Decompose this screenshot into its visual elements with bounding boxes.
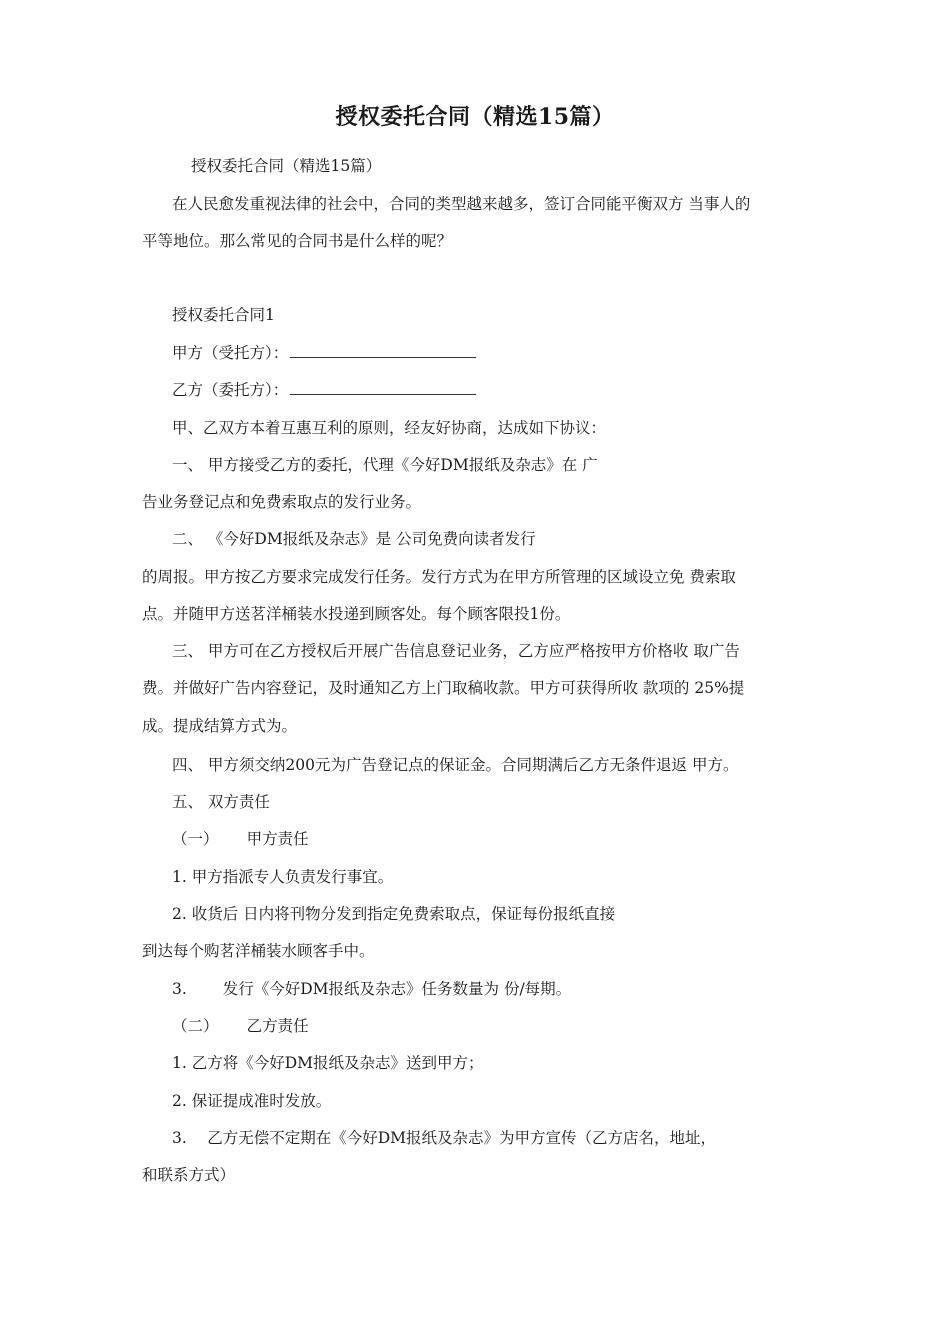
- clause-2-line: 二、 《今好DM报纸及杂志》是 公司免费向读者发行: [172, 530, 536, 548]
- clause-2-line: 的周报。甲方按乙方要求完成发行任务。发行方式为在甲方所管理的区域设立免 费索取: [142, 568, 736, 586]
- sub-section-2-item: 和联系方式）: [142, 1166, 236, 1184]
- document-title: 授权委托合同（精选15篇）: [335, 104, 615, 130]
- party-a-label: 甲方（受托方）：: [172, 344, 289, 362]
- sub-section-1-item: 到达每个购茗洋桶装水顾客手中。: [142, 942, 375, 960]
- intro-paragraph-line: 在人民愈发重视法律的社会中，合同的类型越来越多，签订合同能平衡双方 当事人的: [172, 195, 751, 213]
- party-a-row: [172, 343, 476, 363]
- clause-1-line: 一、 甲方接受乙方的委托，代理《今好DM报纸及杂志》在 广: [172, 456, 598, 474]
- clause-1-line: 告业务登记点和免费索取点的发行业务。: [142, 493, 422, 511]
- clause-3-line: 三、 甲方可在乙方授权后开展广告信息登记业务，乙方应严格按甲方价格收 取广告: [172, 642, 740, 660]
- sub-section-1-item: 1. 甲方指派专人负责发行事宜。: [172, 868, 394, 886]
- sub-section-2-item: 3. 乙方无偿不定期在《今好DM报纸及杂志》为甲方宣传（乙方店名，地址，: [172, 1129, 717, 1147]
- party-a-blank-field: [290, 343, 476, 358]
- sub-section-1-heading: （一） 甲方责任: [172, 830, 309, 848]
- clause-2-line: 点。并随甲方送茗洋桶装水投递到顾客处。每个顾客限投1份。: [142, 605, 571, 623]
- clause-3-line: 成。提成结算方式为。: [142, 717, 298, 735]
- party-b-blank-field: [290, 380, 476, 395]
- sub-section-2-item: 2. 保证提成准时发放。: [172, 1092, 332, 1110]
- sub-section-2-item: 1. 乙方将《今好DM报纸及杂志》送到甲方；: [172, 1054, 484, 1072]
- clause-3-line: 费。并做好广告内容登记，及时通知乙方上门取稿收款。甲方可获得所收 款项的 25%提: [142, 679, 745, 697]
- sub-section-2-heading: （二） 乙方责任: [172, 1017, 309, 1035]
- clause-4-line: 四、 甲方须交纳200元为广告登记点的保证金。合同期满后乙方无条件退返 甲方。: [172, 756, 739, 774]
- sub-section-1-item: 2. 收货后 日内将刊物分发到指定免费索取点，保证每份报纸直接: [172, 905, 616, 923]
- contract-heading: 授权委托合同1: [172, 306, 275, 324]
- party-b-row: [172, 380, 476, 400]
- clause-5-heading: 五、 双方责任: [172, 793, 270, 811]
- intro-paragraph-line: 平等地位。那么常见的合同书是什么样的呢？: [142, 232, 453, 250]
- agreement-line: 甲、乙双方本着互惠互利的原则，经友好协商，达成如下协议：: [172, 419, 607, 437]
- document-subtitle: 授权委托合同（精选15篇）: [191, 157, 382, 175]
- party-b-label: 乙方（委托方）：: [172, 381, 289, 399]
- sub-section-1-item: 3. 发行《今好DM报纸及杂志》任务数量为 份/每期。: [172, 980, 572, 998]
